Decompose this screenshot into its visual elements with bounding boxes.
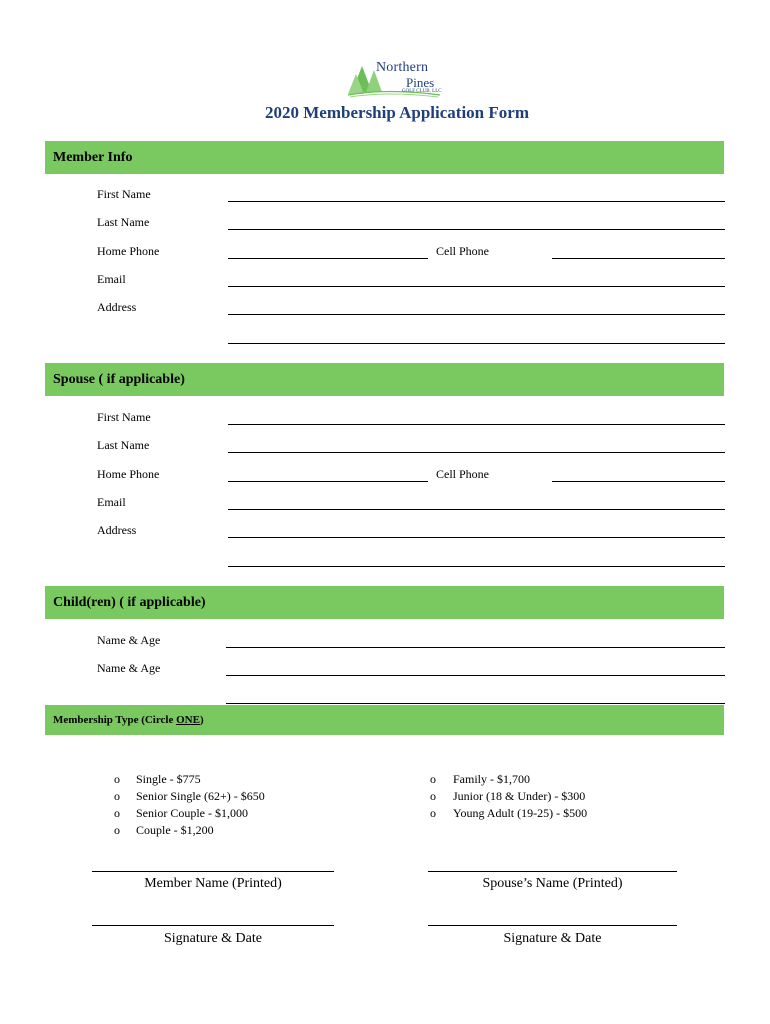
option-junior[interactable]: Junior (18 & Under) - $300: [453, 789, 586, 803]
spouse-address-field-2[interactable]: [228, 566, 725, 567]
member-last-name-field[interactable]: [228, 229, 725, 230]
logo-line-1: Northern: [376, 60, 429, 75]
option-bullet: o: [430, 789, 436, 803]
option-young-adult[interactable]: Young Adult (19-25) - $500: [453, 806, 588, 820]
membership-type-heading-suffix: ): [199, 714, 204, 726]
child-name-age-label-1: Name & Age: [97, 633, 161, 647]
option-single[interactable]: Single - $775: [136, 772, 201, 786]
option-bullet: o: [114, 772, 120, 786]
spouse-email-label: Email: [97, 495, 126, 509]
member-email-label: Email: [97, 272, 126, 286]
member-first-name-field[interactable]: [228, 201, 725, 202]
member-signature-label: Signature & Date: [164, 931, 262, 946]
spouse-home-phone-label: Home Phone: [97, 467, 160, 481]
spouse-address-label: Address: [97, 523, 137, 537]
spouse-signature-field[interactable]: [428, 925, 677, 926]
child-name-age-label-2: Name & Age: [97, 661, 161, 675]
spouse-address-field-1[interactable]: [228, 537, 725, 538]
option-bullet: o: [430, 806, 436, 820]
logo-line-3: GOLF CLUB, LLC: [402, 89, 442, 94]
member-email-field[interactable]: [228, 286, 725, 287]
option-couple[interactable]: Couple - $1,200: [136, 823, 214, 837]
spouse-email-field[interactable]: [228, 509, 725, 510]
member-signature-field[interactable]: [92, 925, 334, 926]
member-last-name-label: Last Name: [97, 215, 150, 229]
member-cell-phone-label: Cell Phone: [436, 244, 489, 258]
spouse-first-name-label: First Name: [97, 410, 151, 424]
spouse-last-name-field[interactable]: [228, 452, 725, 453]
spouse-name-printed-label: Spouse’s Name (Printed): [482, 876, 623, 891]
option-bullet: o: [430, 772, 436, 786]
child-name-age-field-2[interactable]: [226, 675, 725, 676]
option-bullet: o: [114, 806, 120, 820]
option-family[interactable]: Family - $1,700: [453, 772, 530, 786]
member-address-field-2[interactable]: [228, 343, 725, 344]
spouse-signature-label: Signature & Date: [503, 931, 602, 946]
option-bullet: o: [114, 823, 120, 837]
option-senior-couple[interactable]: Senior Couple - $1,000: [136, 806, 248, 820]
membership-type-header: [45, 705, 724, 735]
spouse-first-name-field[interactable]: [228, 424, 725, 425]
membership-type-heading-emphasis: ONE: [176, 714, 200, 726]
member-info-header: Member Info: [45, 141, 724, 174]
spouse-name-printed-field[interactable]: [428, 871, 677, 872]
member-first-name-label: First Name: [97, 187, 151, 201]
children-header: Child(ren) ( if applicable): [45, 586, 724, 619]
spouse-cell-phone-field[interactable]: [552, 481, 725, 482]
option-bullet: o: [114, 789, 120, 803]
spouse-last-name-label: Last Name: [97, 438, 150, 452]
member-home-phone-label: Home Phone: [97, 244, 160, 258]
option-senior-single[interactable]: Senior Single (62+) - $650: [136, 789, 265, 803]
member-cell-phone-field[interactable]: [552, 258, 725, 259]
spouse-header: Spouse ( if applicable): [45, 363, 724, 396]
member-address-field-1[interactable]: [228, 314, 725, 315]
member-name-printed-field[interactable]: [92, 871, 334, 872]
child-name-age-field-1[interactable]: [226, 647, 725, 648]
logo-line-2: Pines: [406, 75, 435, 90]
page-title: 2020 Membership Application Form: [265, 103, 529, 122]
spouse-cell-phone-label: Cell Phone: [436, 467, 489, 481]
spouse-home-phone-field[interactable]: [228, 481, 428, 482]
child-name-age-field-3[interactable]: [226, 703, 725, 704]
member-name-printed-label: Member Name (Printed): [144, 876, 282, 891]
member-address-label: Address: [97, 300, 137, 314]
membership-type-heading-prefix: Membership Type (Circle: [53, 714, 177, 726]
member-home-phone-field[interactable]: [228, 258, 428, 259]
